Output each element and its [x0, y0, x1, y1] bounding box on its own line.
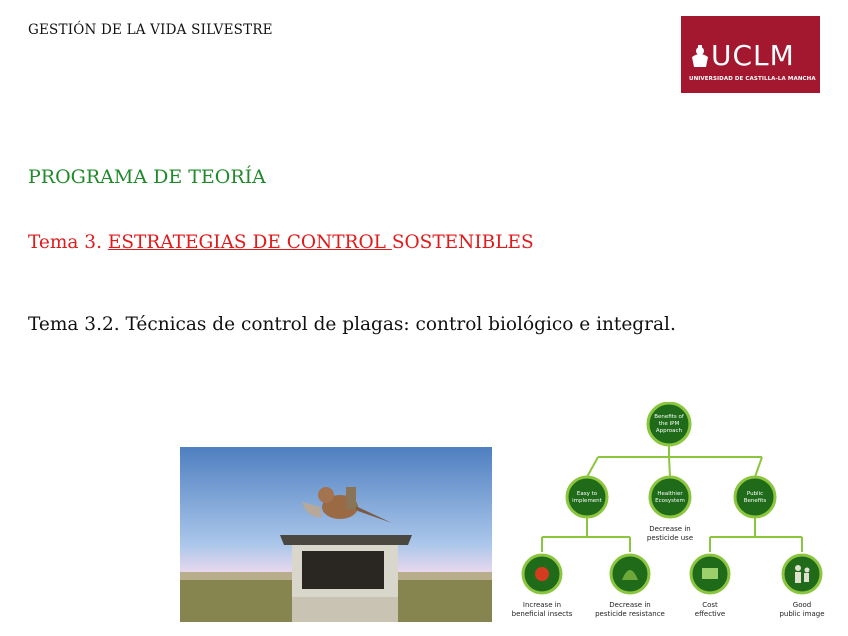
leaf-label: beneficial insects — [512, 610, 573, 618]
subtopic-title — [28, 314, 676, 335]
uclm-logo — [681, 16, 820, 93]
diagram-leaf-node — [779, 555, 824, 618]
topic-underlined: ESTRATEGIAS DE CONTROL — [107, 232, 392, 253]
diagram-root-node — [648, 403, 690, 445]
svg-text:implement: implement — [572, 498, 602, 504]
svg-text:Ecosystem: Ecosystem — [655, 498, 685, 504]
topic-suffix: SOSTENIBLES — [391, 232, 534, 253]
logo-subtitle: UNIVERSIDAD DE CASTILLA-LA MANCHA — [689, 76, 816, 82]
leaf-label: Increase in — [522, 601, 562, 609]
diagram-level1-node — [735, 477, 775, 517]
leaf-label: Cost — [702, 601, 718, 609]
people-icon — [795, 565, 801, 571]
course-title: GESTIÓN DE LA VIDA SILVESTRE — [28, 22, 273, 38]
logo-word: UCLM — [711, 39, 795, 72]
leaf-label: Good — [792, 601, 812, 609]
diagram-leaf-node — [691, 555, 729, 618]
leaf-label: public image — [779, 610, 825, 618]
leaf-label: pesticide resistance — [595, 610, 665, 618]
diagram-leaf-node — [512, 555, 573, 618]
diagram-leaf-node — [595, 555, 665, 618]
subtopic-period: . — [669, 314, 676, 335]
middle-note-line1: Decrease in — [649, 525, 691, 533]
program-title: PROGRAMA DE TEORÍA — [28, 166, 266, 188]
svg-text:Benefits of: Benefits of — [654, 414, 684, 420]
money-icon — [702, 568, 718, 579]
leaf-label: Decrease in — [609, 601, 651, 609]
subtopic-text: Tema 3.2. Técnicas de control de plagas: control biológico e integral — [28, 314, 670, 335]
svg-text:Easy to: Easy to — [576, 491, 598, 497]
middle-note-line2: pesticide use — [646, 534, 694, 542]
diagram-level1-node — [567, 477, 607, 517]
ladybug-icon — [535, 567, 549, 581]
topic-title — [28, 232, 534, 253]
svg-text:the IPM: the IPM — [658, 421, 680, 427]
svg-text:Benefits: Benefits — [743, 498, 767, 504]
kestrel-nestbox-photo — [180, 447, 492, 622]
svg-text:Approach: Approach — [655, 428, 683, 434]
ipm-benefits-diagram — [512, 402, 842, 632]
topic-prefix: Tema 3. — [28, 232, 108, 253]
diagram-level1-node — [650, 477, 690, 517]
svg-text:Public: Public — [746, 491, 764, 497]
uclm-emblem-icon — [689, 43, 711, 71]
leaf-label: effective — [694, 610, 726, 618]
svg-text:Healthier: Healthier — [657, 491, 683, 497]
